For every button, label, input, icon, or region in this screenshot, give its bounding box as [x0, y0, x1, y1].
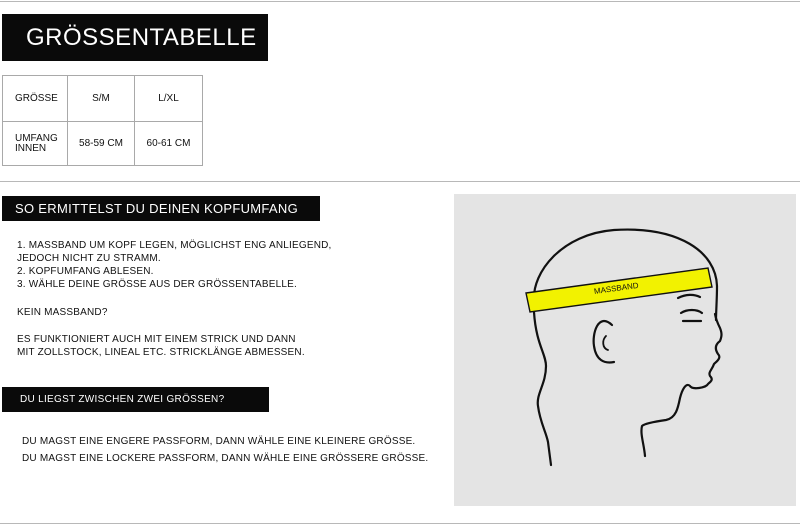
table-header-cell: S/M: [68, 76, 135, 122]
measuring-tape: [526, 268, 712, 312]
step-line: JEDOCH NICHT ZU STRAMM.: [17, 253, 161, 264]
alternative-line: MIT ZOLLSTOCK, LINEAL ETC. STRICKLÄNGE ABMESSEN.: [17, 347, 305, 358]
row-label-line: INNEN: [15, 142, 47, 154]
section-divider: [0, 181, 800, 182]
measure-heading-text: SO ERMITTELST DU DEINEN KOPFUMFANG: [15, 201, 298, 216]
eye-line: [681, 310, 702, 313]
bottom-divider: [0, 523, 800, 524]
step-line: 2. KOPFUMFANG ABLESEN.: [17, 266, 154, 277]
row-label-line: UMFANG: [15, 132, 58, 144]
table-header-cell: L/XL: [135, 76, 203, 122]
between-sizes-heading: [2, 387, 269, 412]
head-outline-graphic: [454, 194, 796, 506]
page-title: [2, 14, 268, 61]
table-row-label: [3, 122, 68, 166]
face-profile-outline: [641, 314, 721, 456]
alternative-line: ES FUNKTIONIERT AUCH MIT EINEM STRICK UND DANN: [17, 334, 296, 345]
table-row: [3, 122, 203, 166]
between-sizes-heading-text: DU LIEGST ZWISCHEN ZWEI GRÖSSEN?: [20, 394, 225, 405]
between-sizes-text: [22, 433, 428, 467]
table-header-cell: GRÖSSE: [3, 76, 68, 122]
tape-label: MASSBAND: [593, 280, 640, 297]
alternative-text: [17, 333, 305, 359]
table-cell: 58-59 CM: [68, 122, 135, 166]
top-divider: [0, 1, 800, 2]
ear-inner: [603, 336, 608, 350]
step-line: 3. WÄHLE DEINE GRÖSSE AUS DER GRÖSSENTABELLE.: [17, 279, 298, 290]
table-header-row: [3, 76, 203, 122]
fit-advice-line: DU MAGST EINE LOCKERE PASSFORM, DANN WÄHLE EINE GRÖSSERE GRÖSSE.: [22, 453, 429, 464]
eyebrow-line: [678, 295, 700, 298]
size-table: [2, 75, 203, 166]
measure-steps: [17, 239, 332, 291]
table-cell: 60-61 CM: [135, 122, 203, 166]
fit-advice-line: DU MAGST EINE ENGERE PASSFORM, DANN WÄHLE EINE KLEINERE GRÖSSE.: [22, 436, 416, 447]
neck-back-outline: [534, 312, 551, 465]
measure-heading: [2, 196, 320, 221]
page-title-text: GRÖSSENTABELLE: [26, 23, 257, 51]
head-illustration: [454, 194, 796, 506]
no-tape-question: KEIN MASSBAND?: [17, 307, 108, 318]
step-line: 1. MASSBAND UM KOPF LEGEN, MÖGLICHST ENG ANLIEGEND,: [17, 240, 332, 251]
